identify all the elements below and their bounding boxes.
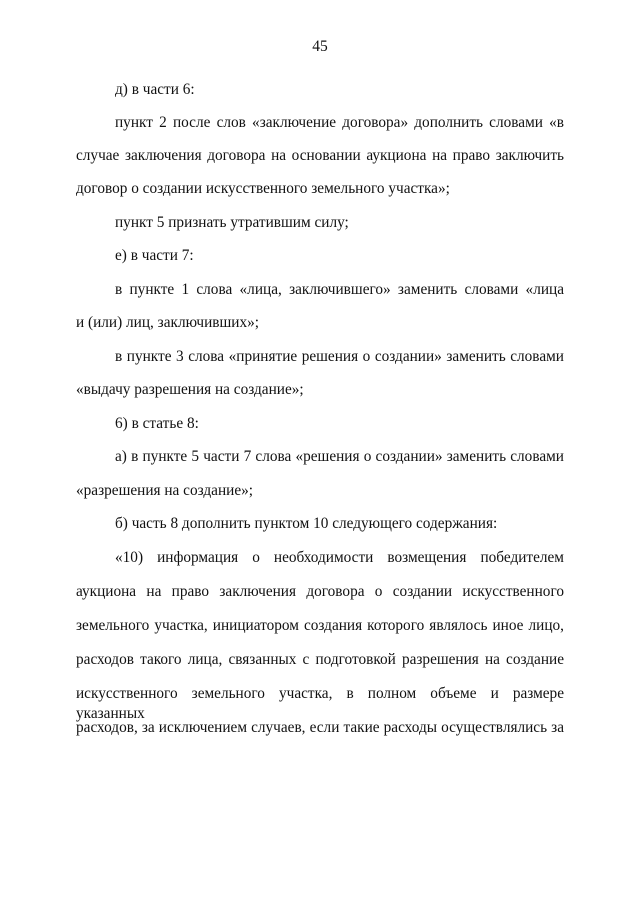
text-line: расходов, за исключением случаев, если такие расходы осуществлялись за [76,719,564,736]
text-line: аукциона на право заключения договора о создании искусственного [76,583,564,600]
text-line: «разрешения на создание»; [76,482,254,499]
page-number: 45 [312,38,328,55]
text-line: договор о создании искусственного земельного участка»; [76,180,450,197]
text-line: «10) информация о необходимости возмещения победителем [115,549,564,566]
text-line: д) в части 6: [115,81,195,98]
text-line: в пункте 3 слова «принятие решения о создании» заменить словами [115,348,564,365]
text-line: расходов такого лица, связанных с подготовкой разрешения на создание [76,651,564,668]
text-line: пункт 5 признать утратившим силу; [115,214,349,231]
text-line: в пункте 1 слова «лица, заключившего» заменить словами «лица [115,281,564,298]
text-line: 6) в статье 8: [115,415,199,432]
text-line: пункт 2 после слов «заключение договора» дополнить словами «в [115,114,564,131]
text-line: искусственного земельного участка, в полном объеме и размере указанных [76,685,564,722]
text-line: а) в пункте 5 части 7 слова «решения о создании» заменить словами [115,448,564,465]
text-line: и (или) лиц, заключивших»; [76,314,260,331]
text-line: земельного участка, инициатором создания которого являлось иное лицо, [76,617,564,634]
text-line: случае заключения договора на основании аукциона на право заключить [76,147,564,164]
text-line: е) в части 7: [115,247,194,264]
text-line: б) часть 8 дополнить пунктом 10 следующего содержания: [115,515,498,532]
text-line: «выдачу разрешения на создание»; [76,381,304,398]
